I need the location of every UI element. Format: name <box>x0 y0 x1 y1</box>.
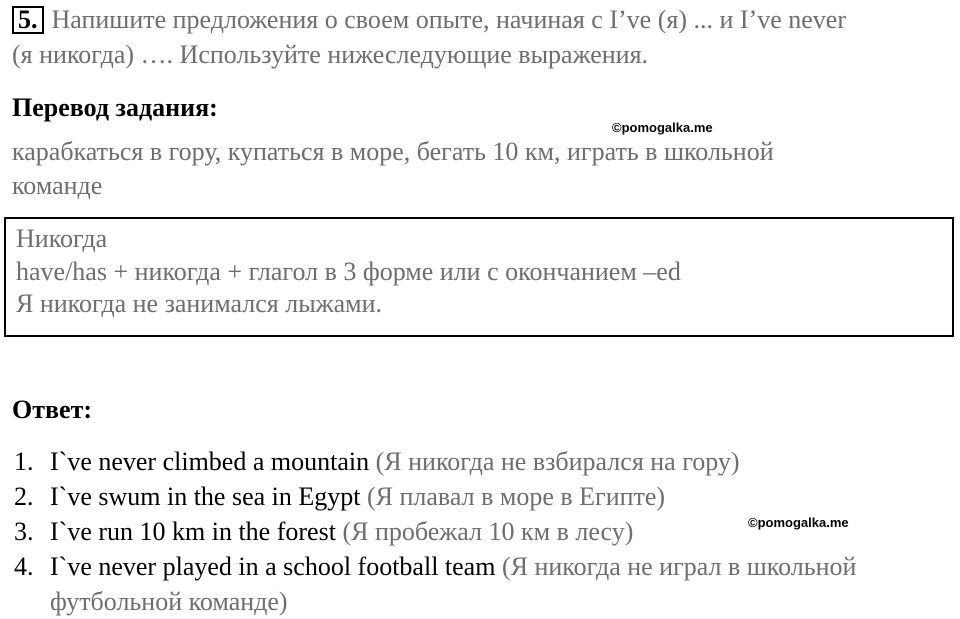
answer-heading: Ответ: <box>12 395 93 424</box>
translation-line-1: карабкаться в гору, купаться в море, бегать 10 км, играть в школьной <box>12 137 774 166</box>
answer-russian: (Я никогда не взбирался на гору) <box>375 447 740 476</box>
rule-title: Никогда <box>16 224 108 253</box>
translation-line-2: команде <box>12 171 103 200</box>
answer-russian-continuation: футбольной команде) <box>50 587 288 616</box>
task-number: 5. <box>12 6 44 34</box>
answer-russian: (Я пробежал 10 км в лесу) <box>342 517 634 546</box>
answer-russian: (Я никогда не играл в школьной <box>501 552 857 581</box>
answer-number: 4. <box>14 552 34 581</box>
answer-item-continuation <box>14 584 856 619</box>
rule-example: Я никогда не занимался лыжами. <box>16 289 383 318</box>
answer-list <box>14 444 856 619</box>
answer-number: 2. <box>14 482 34 511</box>
answer-russian: (Я плавал в море в Египте) <box>367 482 666 511</box>
task-line-1 <box>12 5 846 35</box>
answer-english: I`ve never climbed a mountain <box>50 447 370 476</box>
task-text-1: Напишите предложения о своем опыте, начиная с I’ve (я) ... и I’ve never <box>51 5 846 34</box>
answer-english: I`ve never played in a school football team <box>50 552 496 581</box>
answer-item <box>14 549 856 584</box>
answer-item <box>14 479 856 514</box>
answer-english: I`ve swum in the sea in Egypt <box>50 482 361 511</box>
answer-number: 3. <box>14 517 34 546</box>
rule-formula: have/has + никогда + глагол в 3 форме или с окончанием –ed <box>16 257 681 286</box>
answer-item <box>14 444 856 479</box>
answer-item <box>14 514 856 549</box>
watermark-bottom: ©pomogalka.me <box>748 515 849 530</box>
grammar-rule-box <box>4 217 954 337</box>
answer-number: 1. <box>14 447 34 476</box>
answer-english: I`ve run 10 km in the forest <box>50 517 336 546</box>
task-line-2: (я никогда) …. Используйте нижеследующие выражения. <box>12 40 649 69</box>
watermark-top: ©pomogalka.me <box>612 120 713 135</box>
translation-heading: Перевод задания: <box>12 93 218 122</box>
